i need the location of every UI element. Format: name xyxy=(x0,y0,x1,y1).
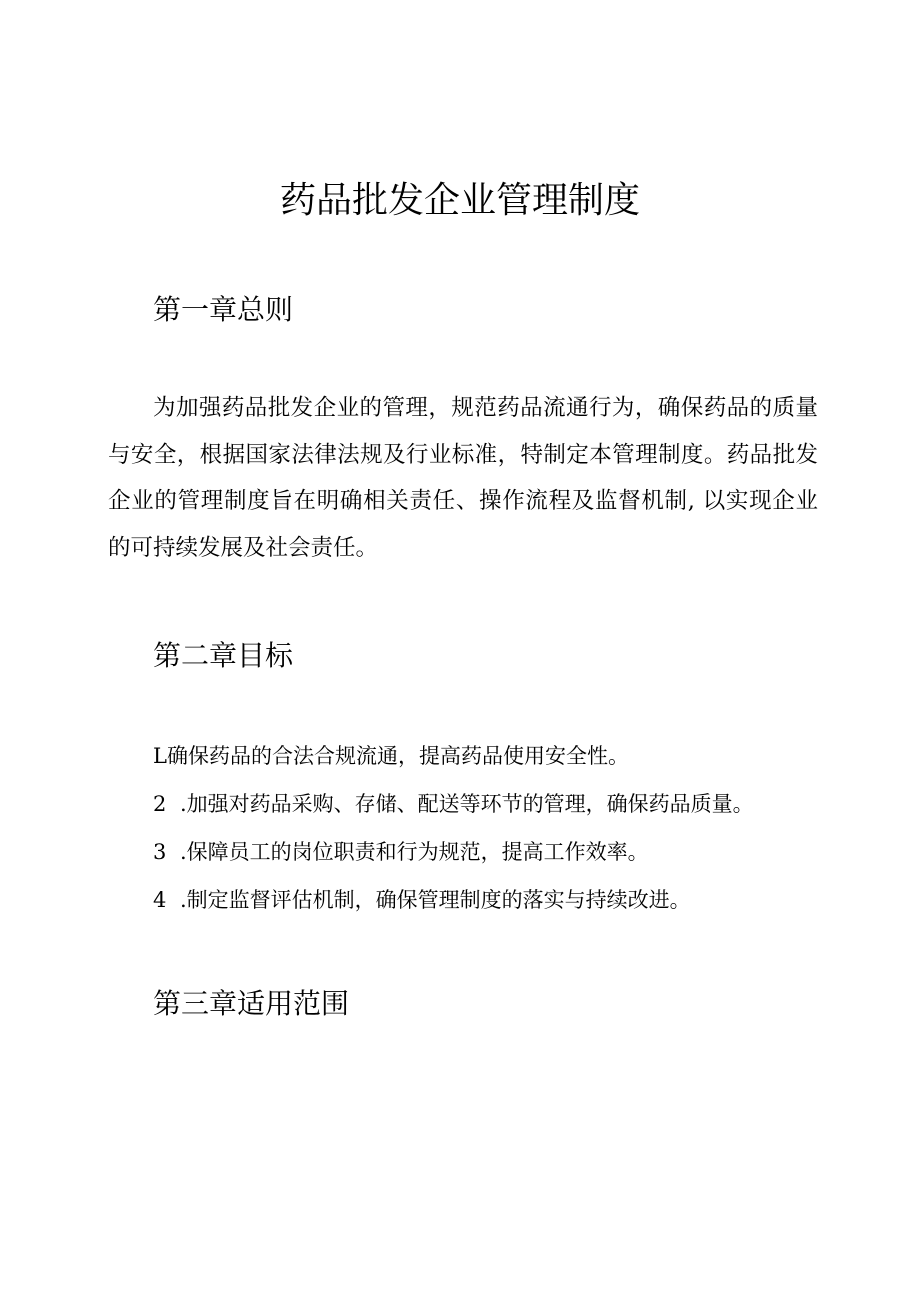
chapter-1-paragraph: 为加强药品批发企业的管理，规范药品流通行为，确保药品的质量与安全，根据国家法律法规及行业标准，特制定本管理制度。药品批发企业的管理制度旨在明确相关责任、操作流程及监督机制, 以实现企业的可持续发展及社会责任。 xyxy=(108,395,818,561)
list-item xyxy=(153,780,754,828)
list-item xyxy=(153,732,754,780)
document-title: 药品批发企业管理制度 xyxy=(279,180,640,221)
list-item-number: 3 xyxy=(153,840,167,864)
list-item xyxy=(153,876,754,924)
chapter-3-heading: 第三章适用范围 xyxy=(153,987,350,1020)
list-item-number: 2 xyxy=(153,792,167,816)
goals-list xyxy=(153,732,754,924)
list-item-text: .制定监督评估机制，确保管理制度的落实与持续改进。 xyxy=(180,888,691,912)
list-item-text: .保障员工的岗位职责和行为规范，提高工作效率。 xyxy=(180,840,649,864)
chapter-1-heading: 第一章总则 xyxy=(153,293,294,326)
chapter-2-heading: 第二章目标 xyxy=(153,639,294,672)
list-item-number: 4 xyxy=(153,888,167,912)
list-item xyxy=(153,828,754,876)
list-item-text: .加强对药品采购、存储、配送等环节的管理，确保药品质量。 xyxy=(180,792,754,816)
list-item-text: L确保药品的合法合规流通，提高药品使用安全性。 xyxy=(153,744,629,768)
